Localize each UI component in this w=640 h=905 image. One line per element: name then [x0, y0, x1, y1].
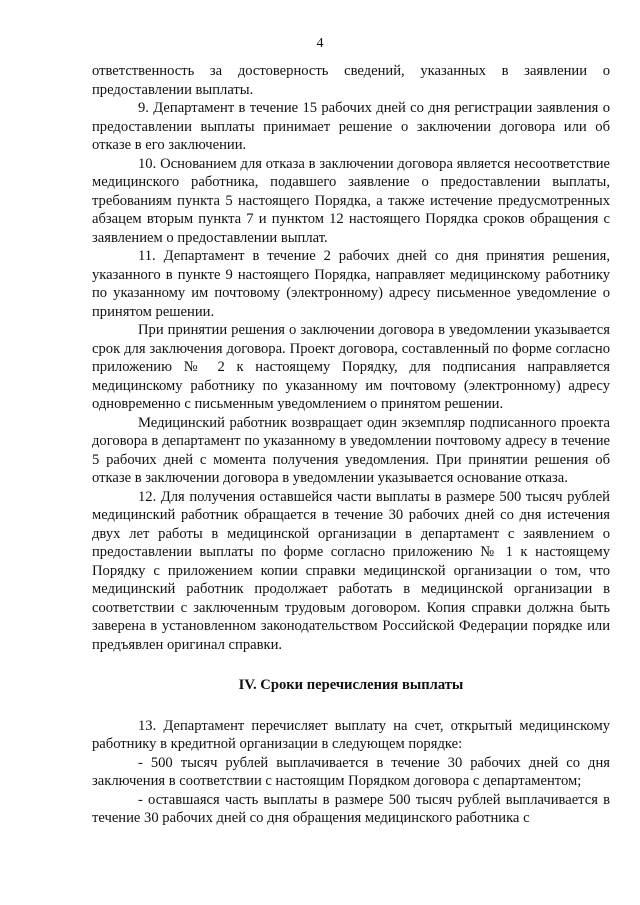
- paragraphs-bottom: [92, 717, 610, 828]
- paragraph: При принятии решения о заключении договора в уведомлении указывается срок для заключения договора. Проект договора, составленный по форме согласно приложению № 2 к настоящему Порядку, для подписания направляется медицинскому работнику по указанному им почтовому (электронному) адресу одновременно с письменным уведомлением о принятом решении.: [92, 322, 610, 412]
- page-number: 4: [316, 36, 324, 51]
- paragraphs-top: [92, 62, 610, 654]
- paragraph: 10. Основанием для отказа в заключении договора является несоответствие медицинского работника, подавшего заявление о предоставлении выплаты, требованиям пункта 5 настоящего Порядка, а также истечение предусмотренных абзацем вторым пункта 7 и пунктом 12 настоящего Порядка сроков обращения с заявлением о предоставлении выплат.: [92, 155, 610, 246]
- document-body: [92, 62, 610, 828]
- paragraph: - оставшаяся часть выплаты в размере 500 тысяч рублей выплачивается в течение 30 рабочих дней со дня обращения медицинского работника с: [92, 791, 610, 826]
- paragraph: 11. Департамент в течение 2 рабочих дней со дня принятия решения, указанного в пункте 9 настоящего Порядка, направляет медицинскому работнику по указанному им почтовому (электронному) адресу письменное уведомление о принятом решении.: [92, 248, 610, 320]
- paragraph: 13. Департамент перечисляет выплату на счет, открытый медицинскому работнику в кредитной организации в следующем порядке:: [92, 717, 610, 752]
- paragraph: 12. Для получения оставшейся части выплаты в размере 500 тысяч рублей медицинский работник обращается в течение 30 рабочих дней со дня истечения двух лет работы в медицинской организации в департамент с заявлением о предоставлении выплаты по форме согласно приложению № 1 к настоящему Порядку с приложением копии справки медицинской организации о том, что медицинский работник продолжает работать в медицинской организации в соответствии с заключенным трудовым договором. Копия справки должна быть заверена в установленном законодательством Российской Федерации порядке или предъявлен оригинал справки.: [92, 488, 610, 653]
- paragraph: Медицинский работник возвращает один экземпляр подписанного проекта договора в департамент по указанному в уведомлении почтовому адресу в течение 5 рабочих дней с момента получения уведомления. При принятии решения об отказе в заключении договора в уведомлении указывается основание отказа.: [92, 414, 610, 486]
- paragraph: ответственность за достоверность сведений, указанных в заявлении о предоставлении выплаты.: [92, 63, 610, 98]
- section-heading: IV. Сроки перечисления выплаты: [238, 677, 464, 693]
- paragraph: - 500 тысяч рублей выплачивается в течение 30 рабочих дней со дня заключения в соответствии с настоящим Порядком договора с департаментом;: [92, 754, 610, 789]
- paragraph: 9. Департамент в течение 15 рабочих дней со дня регистрации заявления о предоставлении выплаты принимает решение о заключении договора или об отказе в его заключении.: [92, 100, 610, 153]
